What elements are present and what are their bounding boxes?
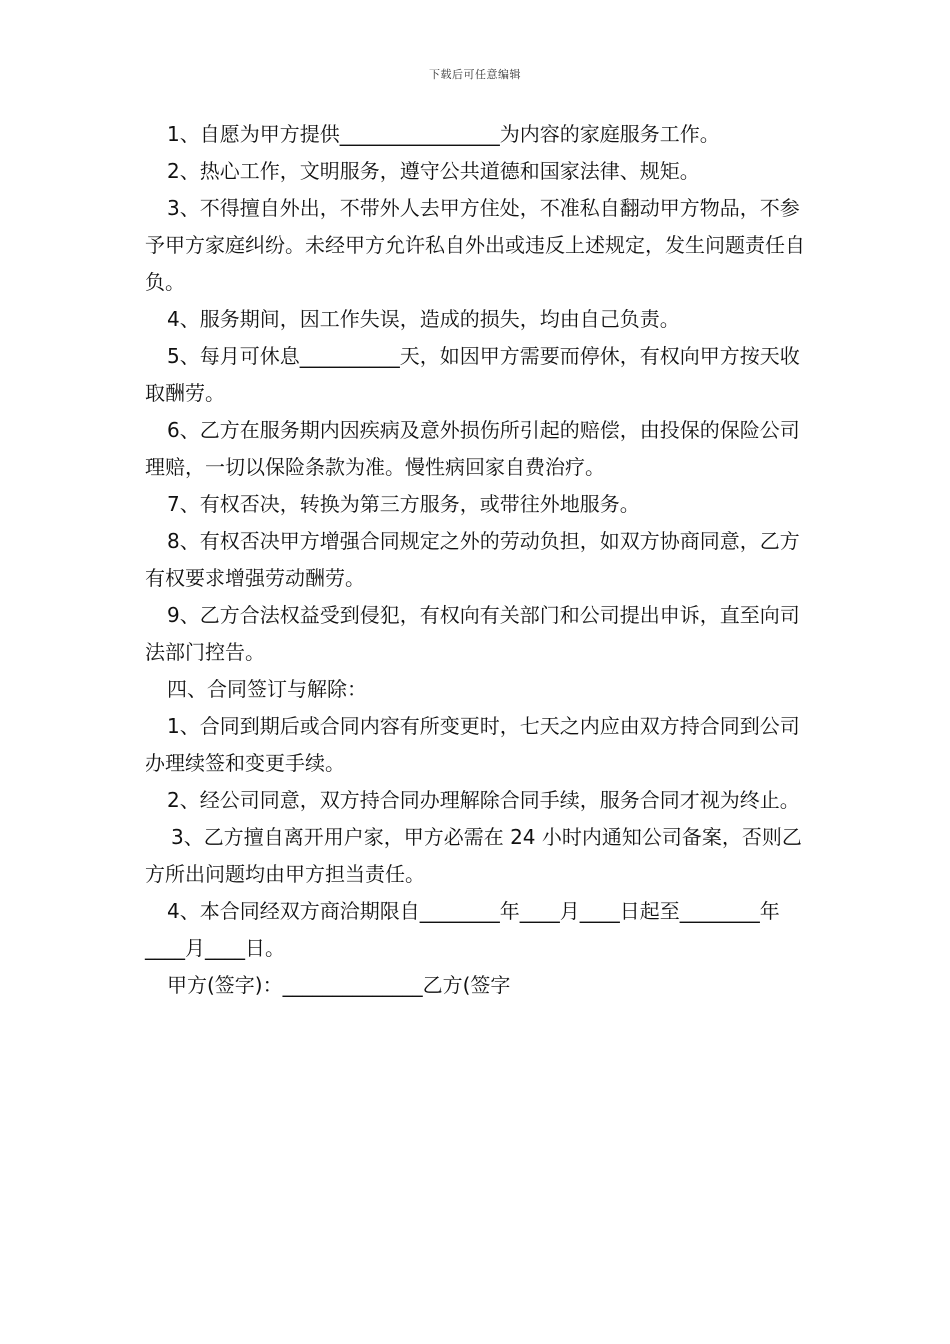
page-header-note: 下载后可任意编辑 [429, 68, 521, 81]
termination-clause-3: 3、乙方擅自离开用户家，甲方必需在 24 小时内通知公司备案，否则乙方所出问题均由甲方担当责任。 [145, 825, 802, 886]
termination-clause-4: 4、本合同经双方商洽期限自________年____月____日起至________年____月____日。 [145, 899, 780, 960]
signature-line: 甲方(签字)：______________乙方(签字 [167, 973, 511, 997]
clause-8: 8、有权否决甲方增强合同规定之外的劳动负担，如双方协商同意，乙方有权要求增强劳动酬劳。 [145, 529, 800, 590]
contract-body [145, 116, 815, 1004]
section-heading: 四、合同签订与解除： [167, 677, 367, 701]
clause-7: 7、有权否决，转换为第三方服务，或带往外地服务。 [167, 492, 640, 516]
clause-4: 4、服务期间，因工作失误，造成的损失，均由自己负责。 [167, 307, 680, 331]
clause-2: 2、热心工作，文明服务，遵守公共道德和国家法律、规矩。 [167, 159, 700, 183]
clause-1: 1、自愿为甲方提供________________为内容的家庭服务工作。 [167, 122, 720, 146]
termination-clause-1: 1、合同到期后或合同内容有所变更时，七天之内应由双方持合同到公司办理续签和变更手续。 [145, 714, 800, 775]
termination-clause-2: 2、经公司同意，双方持合同办理解除合同手续，服务合同才视为终止。 [167, 788, 800, 812]
clause-9: 9、乙方合法权益受到侵犯，有权向有关部门和公司提出申诉，直至向司法部门控告。 [145, 603, 800, 664]
clause-3: 3、不得擅自外出，不带外人去甲方住处，不准私自翻动甲方物品，不参予甲方家庭纠纷。未经甲方允许私自外出或违反上述规定，发生问题责任自负。 [145, 196, 805, 294]
clause-5: 5、每月可休息__________天，如因甲方需要而停休，有权向甲方按天收取酬劳。 [145, 344, 800, 405]
clause-6: 6、乙方在服务期内因疾病及意外损伤所引起的赔偿，由投保的保险公司理赔，一切以保险条款为准。慢性病回家自费治疗。 [145, 418, 800, 479]
